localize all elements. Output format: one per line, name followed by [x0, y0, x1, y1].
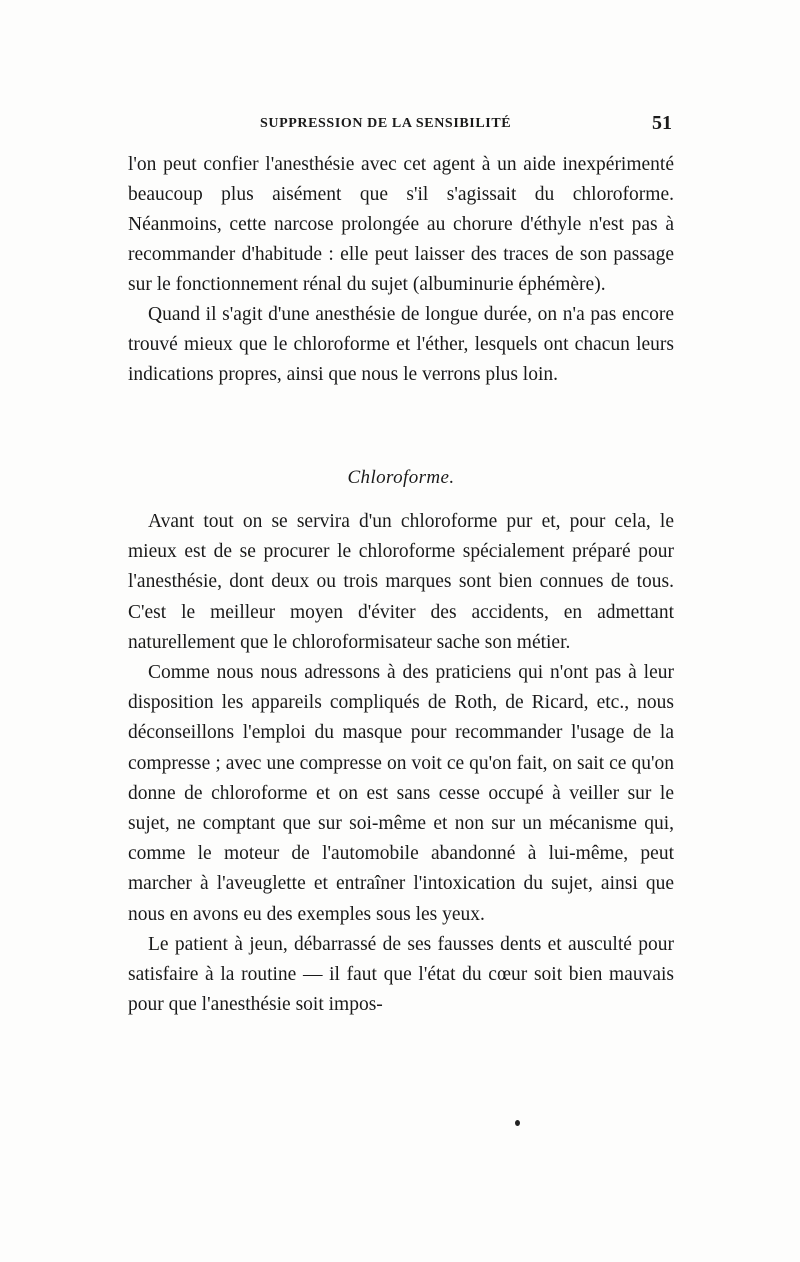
paragraph-patient: Le patient à jeun, débarrassé de ses fausses dents et ausculté pour satisfaire à la routine — il faut que l'état du cœur soit bien mauvais pour que l'anesthésie soit impos-: [128, 933, 674, 1016]
text-block-top: [128, 150, 674, 390]
paragraph-continuation: l'on peut confier l'anesthésie avec cet agent à un aide inexpérimenté beaucoup plus aisément que s'il s'agissait du chloroforme. Néanmoins, cette narcose prolongée au chorure d'éthyle n'est pas à recommander d'habitude : elle peut laisser des traces de son passage sur le fonctionnement rénal du sujet (albuminurie éphémère).: [128, 154, 674, 295]
section-title: Chloroforme.: [347, 467, 455, 488]
paragraph-compress: Comme nous nous adressons à des praticiens qui n'ont pas à leur disposition les appareils compliqués de Roth, de Ricard, etc., nous déconseillons l'emploi du masque pour recommander l'usage de la compresse ; avec une compresse on voit ce qu'on fait, on sait ce qu'on donne de chloroforme et on est sans cesse occupé à veiller sur le sujet, ne comptant que sur soi-même et non sur un mécanisme qui, comme le moteur de l'automobile abandonné à lui-même, peut marcher à l'aveuglette et entraîner l'intoxication du sujet, ainsi que nous en avons eu des exemples sous les yeux.: [128, 662, 674, 925]
page-number: 51: [652, 112, 672, 134]
running-head: [128, 112, 672, 140]
running-title: SUPPRESSION DE LA SENSIBILITÉ: [260, 116, 512, 131]
paragraph-long-duration: Quand il s'agit d'une anesthésie de longue durée, on n'a pas encore trouvé mieux que le chloroforme et l'éther, lesquels ont chacun leurs indications propres, ainsi que nous le verrons plus loin.: [128, 304, 674, 385]
paragraph-pure-chloroform: Avant tout on se servira d'un chloroforme pur et, pour cela, le mieux est de se procurer le chloroforme spécialement préparé pour l'anesthésie, dont deux ou trois marques sont bien connues de tous. C'est le meilleur moyen d'éviter des accidents, en admettant naturellement que le chloroformisateur sache son métier.: [128, 511, 674, 653]
text-block-chloroforme: [128, 507, 674, 1020]
ink-speck: [515, 1120, 520, 1126]
